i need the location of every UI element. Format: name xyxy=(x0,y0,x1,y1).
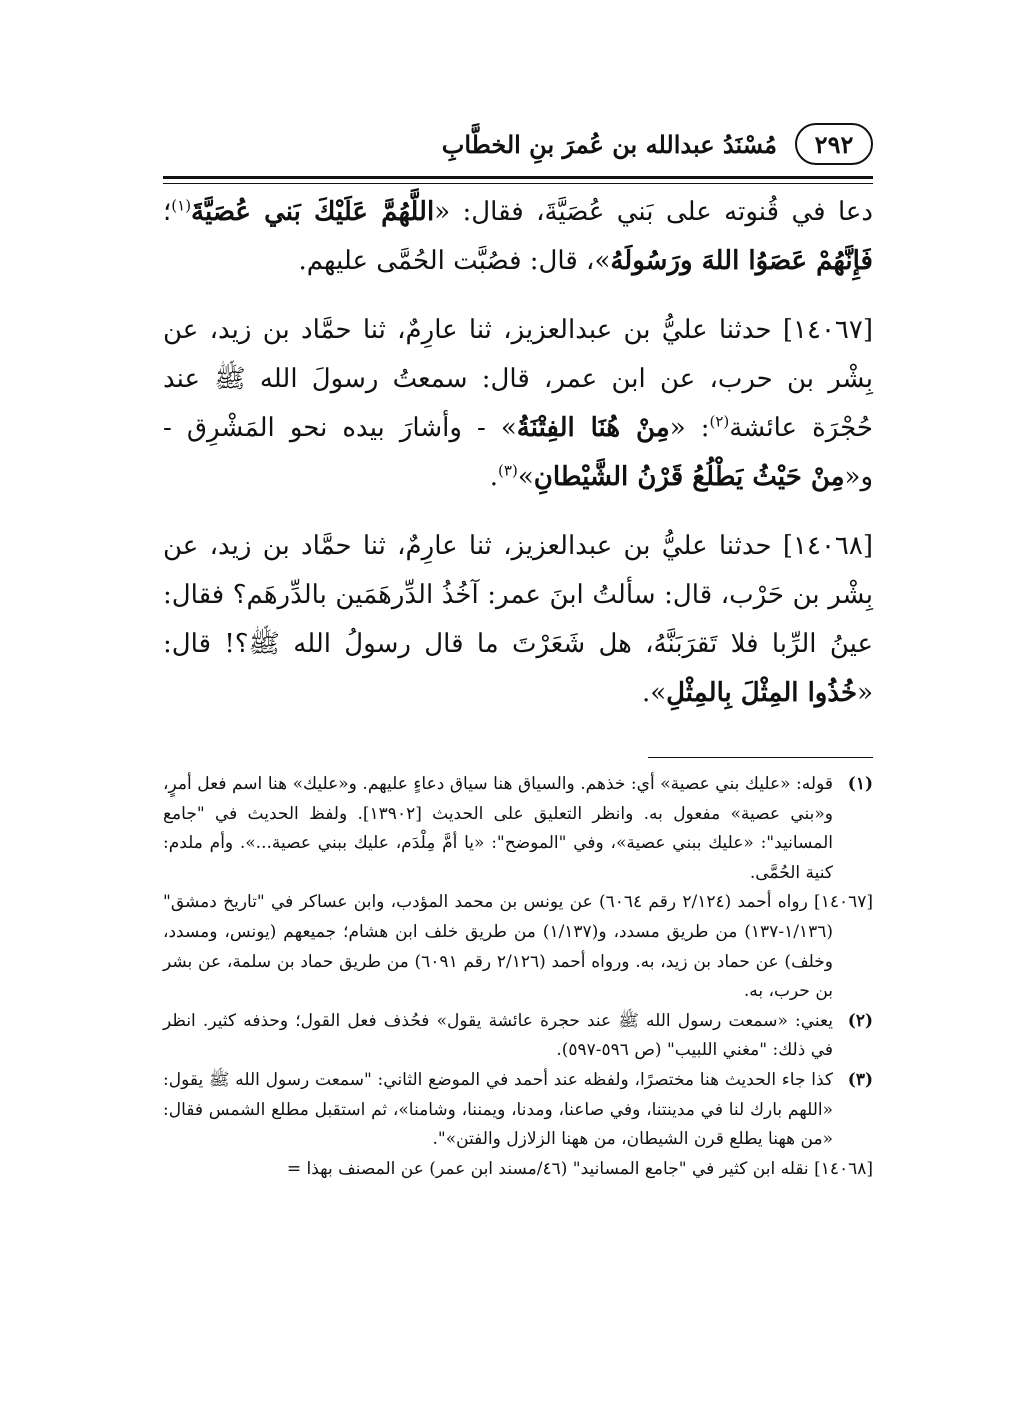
footnote-text: يعني: «سمعت رسول الله ﷺ عند حجرة عائشة يقول» فحُذف فعل القول؛ وحذفه كثير. انظر في ذلك: "مغني اللبيب" (ص ٥٩٦-٥٩٧). xyxy=(163,1010,833,1061)
page-header xyxy=(163,118,873,170)
footnote-text: [١٤٠٦٨] نقله ابن كثير في "جامع المسانيد" (٤٦/مسند ابن عمر) عن المصنف بهذا = xyxy=(286,1158,873,1179)
hadith-quote: مِنْ هُنَا الفِتْنَةُ xyxy=(516,413,670,443)
hadith-quote: فَإِنَّهُمْ عَصَوُا اللهَ ورَسُولَهُ xyxy=(610,246,873,276)
running-title: مُسْنَدُ عبدالله بن عُمرَ بنِ الخطَّابِ xyxy=(441,129,777,159)
page-number: ٢٩٢ xyxy=(795,123,873,165)
footnote-marker: (١) xyxy=(847,774,873,794)
paragraph-1: دعا في قُنوته على بَني عُصَيَّةَ، فقال: «اللَّهُمَّ عَلَيْكَ بَني عُصَيَّةَ$^{(١)}$؛ فَإِنَّهُمْ عَصَوُا اللهَ ورَسُولَهُ»، قال: فصُبَّت الحُمَّى عليهم. xyxy=(163,196,873,276)
footnote-ref: (٣) xyxy=(498,461,518,480)
footnote-ref: (٢) xyxy=(709,412,730,431)
paragraph-14067: [١٤٠٦٧] حدثنا عليُّ بن عبدالعزيز، ثنا عارِمٌ، ثنا حمَّاد بن زيد، عن بِشْر بن حرب، عن ابن عمر، قال: سمعتُ رسولَ الله ﷺ عند حُجْرَة عائشة$^{(٢)}$: «مِنْ هُنَا الفِتْنَةُ» - وأشارَ بيده نحو المَشْرِق - و«مِنْ حَيْثُ يَطْلُعُ قَرْنُ الشَّيْطانِ»$^{(٣)}$. xyxy=(163,315,873,492)
footnote-text: كذا جاء الحديث هنا مختصرًا، ولفظه عند أحمد في الموضع الثاني: "سمعت رسول الله ﷺ يقول: «اللهم بارك لنا في مدينتنا، وفي صاعنا، ومدنا، ويمننا، وشامنا»، ثم استقبل مطلع الشمس فقال: «من ههنا يطلع قرن الشيطان، من ههنا الزلازل والفتن»". xyxy=(163,1069,833,1150)
footnote-1 xyxy=(163,770,873,888)
header-rule xyxy=(163,176,873,184)
footnote-takhrij-14067 xyxy=(163,888,873,1006)
hadith-quote: مِنْ حَيْثُ يَطْلُعُ قَرْنُ الشَّيْطانِ xyxy=(533,462,845,492)
footnote-3 xyxy=(163,1066,873,1155)
hadith-quote: اللَّهُمَّ عَلَيْكَ بَني عُصَيَّةَ xyxy=(191,197,435,227)
footnote-ref: (١) xyxy=(171,196,192,215)
footnote-2 xyxy=(163,1007,873,1066)
footnote-text: قوله: «عليك بني عصية» أي: خذهم. والسياق هنا سياق دعاءٍ عليهم. و«عليك» هنا اسم فعل أمرٍ، و«بني عصية» مفعول به. وانظر التعليق على الحديث [١٣٩٠٢]. ولفظ الحديث في "جامع المسانيد": «عليك ببني عصية»، وفي "الموضح": «يا أمَّ مِلْدَم، عليك ببني عصية...». وأم ملدم: كنية الحُمَّى. xyxy=(163,774,833,883)
footnote-marker: (٢) xyxy=(847,1010,873,1031)
footnote-marker: (٣) xyxy=(847,1069,873,1090)
hadith-quote: خُذُوا المِثْلَ بِالمِثْلِ xyxy=(666,678,858,708)
main-text xyxy=(163,188,873,718)
footnotes xyxy=(163,770,873,1184)
footnote-separator xyxy=(648,757,873,758)
paragraph-14068: [١٤٠٦٨] حدثنا عليُّ بن عبدالعزيز، ثنا عارِمٌ، ثنا حمَّاد بن زيد، عن بِشْر بن حَرْب، قال: سألتُ ابنَ عمر: آخُذُ الدِّرهَمَين بالدِّرهَم؟ فقال: عينُ الرِّبا فلا تَقرَبَنَّهُ، هل شَعَرْتَ ما قال رسولُ الله ﷺ؟! قال: «خُذُوا المِثْلَ بِالمِثْلِ». xyxy=(163,531,873,708)
footnote-text: [١٤٠٦٧] رواه أحمد (٢/١٢٤ رقم ٦٠٦٤) عن يونس بن محمد المؤدب، وابن عساكر في "تاريخ دمشق" (١/١٣٦-١٣٧) من طريق مسدد، و(١/١٣٧) من طريق خلف ابن هشام؛ جميعهم (يونس، ومسدد، وخلف) عن حماد بن زيد، به. ورواه أحمد (٢/١٢٦ رقم ٦٠٩١) من طريق حماد بن سلمة، عن بشر بن حرب، به. xyxy=(163,892,873,1002)
footnote-takhrij-14068 xyxy=(163,1155,873,1185)
